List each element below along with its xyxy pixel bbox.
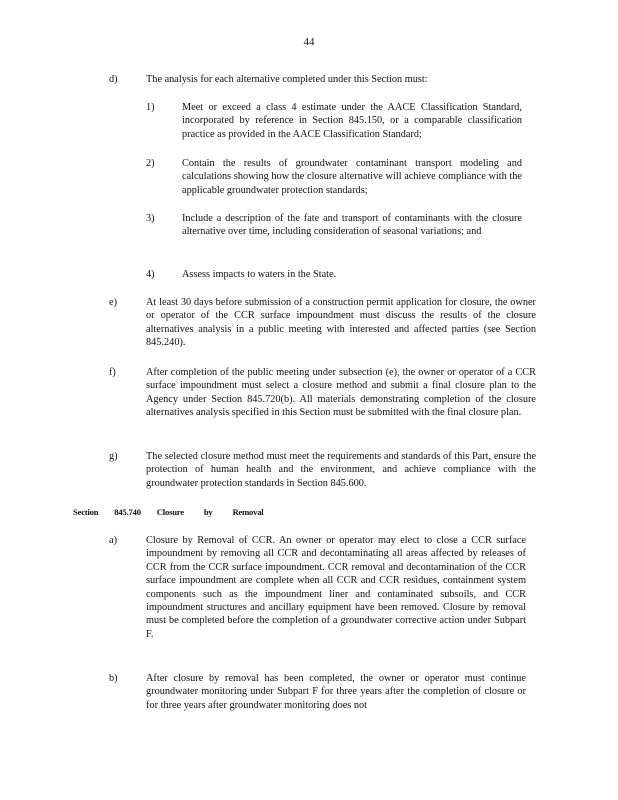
section-item-text-a: Closure by Removal of CCR. An owner or operator may elect to close a CCR surface impoundment by removing all CCR and decontaminating all areas affected by releases of CCR from the CCR surface impoundment. CCR removal and decontamination of the CCR surface impoundment are complete when all CCR and CCR residues, containment system components such as the impoundment liner and contaminated subsoils, and CCR impoundment structures and ancillary equipment have been removed. Closure by removal must be completed before the completion of a groundwater corrective action under Subpart F. (146, 535, 526, 640)
subitem-label-3: 3) (146, 213, 155, 224)
section-word: Section (73, 507, 99, 517)
section-title: Closure by Removal (156, 507, 264, 517)
section-item-label-a: a) (109, 535, 117, 546)
section-item-label-b: b) (109, 673, 118, 684)
subitem-label-4: 4) (146, 269, 155, 280)
item-text-g: The selected closure method must meet the requirements and standards of this Part, ensure the protection of human health and the environment, and achieve compliance with the groundwater protection standards in Section 845.600. (146, 451, 536, 489)
subitem-text-1: Meet or exceed a class 4 estimate under the AACE Classification Standard, incorporated by reference in Section 845.150, or a comparable classification practice as provided in the AACE Classification Standard; (182, 102, 522, 140)
item-text-e: At least 30 days before submission of a construction permit application for closure, the owner or operator of the CCR surface impoundment must discuss the results of the closure alternatives analysis in a public meeting with interested and affected parties (see Section 845.240). (146, 297, 536, 349)
item-label-f: f) (109, 367, 116, 378)
item-label-g: g) (109, 451, 118, 462)
section-number: 845.740 (114, 507, 141, 517)
subitem-text-2: Contain the results of groundwater contaminant transport modeling and calculations showing how the closure alternative will achieve compliance with the applicable groundwater protection standards; (182, 158, 522, 196)
subitem-text-4: Assess impacts to waters in the State. (182, 269, 337, 280)
page-number: 44 (303, 36, 315, 48)
subitem-label-1: 1) (146, 102, 155, 113)
item-label-e: e) (109, 297, 117, 308)
item-label-d: d) (109, 74, 118, 85)
subitem-label-2: 2) (146, 158, 155, 169)
item-text-f: After completion of the public meeting under subsection (e), the owner or operator of a CCR surface impoundment must select a closure method and submit a final closure plan to the Agency under Section 845.720(b). All materials demonstrating completion of the closure alternatives analysis specified in this Section must be submitted with the final closure plan. (146, 367, 536, 419)
section-heading (73, 507, 264, 517)
subitem-text-3: Include a description of the fate and transport of contaminants with the closure alternative over time, including consideration of seasonal variations; and (182, 213, 522, 238)
section-item-text-b: After closure by removal has been completed, the owner or operator must continue groundwater monitoring under Subpart F for three years after the completion of closure or for three years after groundwater monitoring does not (146, 673, 526, 711)
item-text-d: The analysis for each alternative completed under this Section must: (146, 74, 428, 85)
